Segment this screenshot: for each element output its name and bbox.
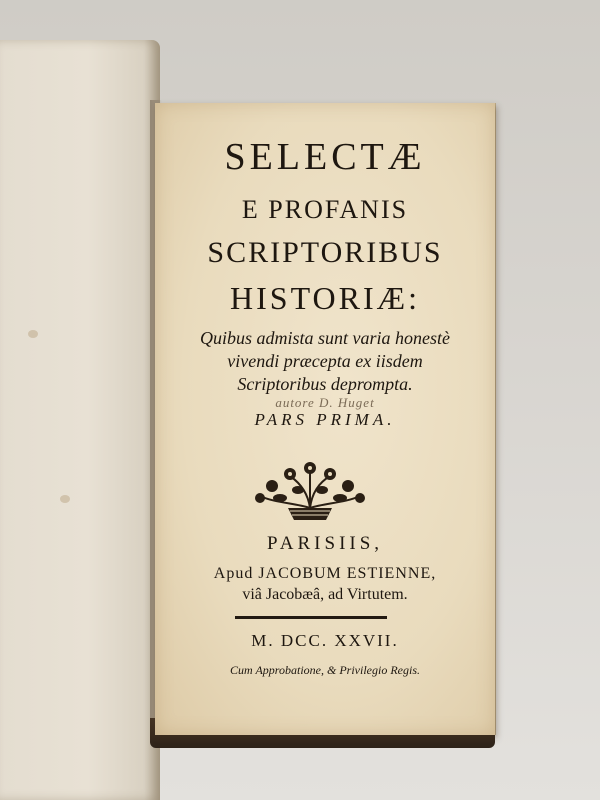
flower-basket-ornament-icon: [250, 458, 370, 523]
foxing-spot: [28, 330, 38, 338]
part-label: PARS PRIMA.: [254, 410, 396, 429]
left-page: [0, 40, 160, 800]
title-line-1: SELECTÆ: [224, 136, 426, 178]
subtitle-line-1: Quibus admista sunt varia honestè: [200, 328, 450, 348]
title-page-text: [155, 103, 495, 735]
imprint-printer: Apud JACOBUM ESTIENNE,: [213, 565, 437, 582]
title-line-3: SCRIPTORIBUS: [207, 236, 443, 269]
privilege-line: Cum Approbatione, & Privilegio Regis.: [230, 663, 420, 677]
subtitle-line-3: Scriptoribus deprompta.: [237, 374, 413, 394]
subtitle-line-2: vivendi præcepta ex iisdem: [227, 351, 423, 371]
title-line-4: HISTORIÆ:: [230, 280, 420, 316]
foxing-spot: [60, 495, 70, 503]
handwritten-note: autore D. Huget: [275, 395, 375, 410]
title-line-2: E PROFANIS: [241, 195, 409, 224]
title-page: [155, 103, 495, 735]
horizontal-rule: [235, 616, 387, 619]
publication-date: M. DCC. XXVII.: [251, 631, 399, 650]
imprint-address: viâ Jacobæâ, ad Virtutem.: [242, 586, 408, 603]
imprint-city: PARISIIS,: [266, 533, 384, 554]
